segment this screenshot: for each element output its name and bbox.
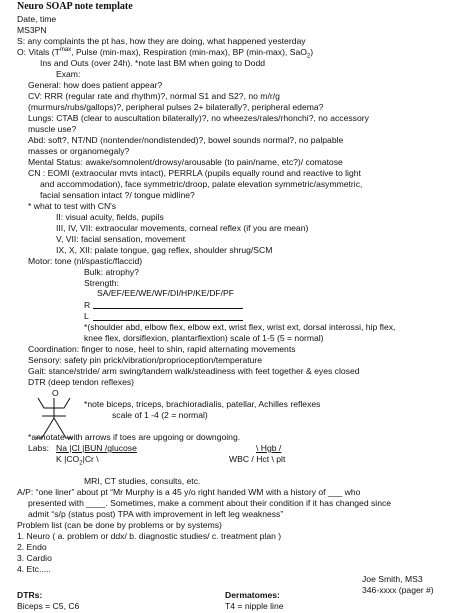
signature-name: Joe Smith, MS3 (362, 574, 423, 584)
strength-right-blank (93, 308, 243, 309)
subjective-line: S: any complaints the pt has, how they are doing, what happened yesterday (17, 36, 306, 46)
general-line: General: how does patient appear? (28, 80, 163, 90)
strength-note-1: *(shoulder abd, elbow flex, elbow ext, wrist flex, wrist ext, dorsal interossi, hip flex, (84, 322, 396, 332)
labs-cbc-row-1: \ Hgb / (256, 443, 282, 453)
sensory-line: Sensory: safety pin prick/vibration/proprioception/temperature (28, 355, 263, 365)
problem-list-heading: Problem list (can be done by problems or by systems) (17, 520, 222, 530)
date-time: Date, time (17, 14, 57, 24)
dermatomes-line: T4 = nipple line (225, 601, 284, 611)
mental-status-line: Mental Status: awake/somnolent/drowsy/arousable (to pain/name, etc?)/ comatose (28, 157, 343, 167)
problem-item: 2. Endo (17, 542, 47, 552)
ms3pn: MS3PN (17, 25, 47, 35)
problem-item: 1. Neuro ( a. problem or ddx/ b. diagnostic studies/ c. treatment plan ) (17, 531, 282, 541)
signature-pager: 346-xxxx (pager #) (362, 585, 434, 595)
strength-columns: SA/EF/EE/WE/WF/DI/HP/KE/DF/PF (97, 288, 235, 298)
dtrs-line: Biceps = C5, C6 (17, 601, 80, 611)
cn-line-3: facial sensation intact ?/ tongue midline? (40, 190, 195, 200)
ins-outs-line: Ins and Outs (over 24h). *note last BM when going to Dodd (40, 58, 265, 68)
vitals-line: O: Vitals ($T^{max}$, Pulse (min-max), Respiration (min-max), BP (min-max), SaO$_2$) (17, 47, 314, 60)
cn-item: II: visual acuity, fields, pupils (56, 212, 164, 222)
lungs-line-2: muscle use? (28, 124, 77, 134)
labs-chem-row-2: K $|CO_2|Cr$ \ (56, 454, 99, 467)
strength-left-blank (93, 320, 243, 321)
cn-test-heading: * what to test with CN's (28, 201, 117, 211)
strength-left-label: L (84, 311, 89, 321)
gait-line: Gait: stance/stride/ arm swing/tandem walk/steadiness with feet together & eyes closed (28, 366, 360, 376)
abd-line-1: Abd: soft?, NT/ND (nontender/nondistended)?, bowel sounds normal?, no palpable (28, 135, 344, 145)
exam-heading: Exam: (56, 69, 81, 79)
coordination-line: Coordination: finger to nose, heel to shin, rapid alternating movements (28, 344, 296, 354)
cv-line-1: CV: RRR (regular rate and rhythm)?, normal S1 and S2?, no m/r/g (28, 91, 280, 101)
labs-label: Labs: (28, 443, 50, 453)
cn-item: V, VII: facial sensation, movement (56, 234, 186, 244)
strength-right-label: R (84, 300, 91, 310)
dtr-note: *note biceps, triceps, brachioradialis, patellar, Achilles reflexes (84, 399, 321, 409)
problem-item: 3. Cardio (17, 553, 52, 563)
abd-line-2: masses or organomegaly? (28, 146, 130, 156)
cn-line-1: CN : EOMI (extraocular mvts intact), PERRLA (pupils equally round and reactive to light (28, 168, 361, 178)
dtrs-title: DTRs: (17, 590, 43, 600)
cn-line-2: and accommodation), face symmetric/droop, palate elevation symmetric/asymmetric, (40, 179, 363, 189)
dtr-line: DTR (deep tendon reflexes) (28, 377, 135, 387)
assessment-line-2: presented with ____. Sometimes, make a comment about their condition if it has changed since (28, 498, 392, 508)
labs-chem-row-1: Na |Cl |BUN /glucose (56, 443, 137, 453)
problem-item: 4. Etc..... (17, 564, 51, 574)
dtr-arrows-note: *annotate with arrows if toes are upgoing or downgoing. (28, 432, 241, 442)
document-title: Neuro SOAP note template (17, 1, 133, 12)
mri-line: MRI, CT studies, consults, etc. (84, 476, 201, 486)
cn-item: IX, X, XII: palate tongue, gag reflex, shoulder shrug/SCM (56, 245, 273, 255)
motor-line: Motor: tone (nl/spastic/flaccid) (28, 256, 143, 266)
strength-heading: Strength: (84, 278, 119, 288)
assessment-line-1: A/P: “one liner” about pt “Mr Murphy is a 45 y/o right handed WM with a history of ___ who (17, 487, 361, 497)
lungs-line-1: Lungs: CTAB (clear to auscultation bilaterally)?, no wheezes/rales/rhonchi?, no accessory (28, 113, 369, 123)
assessment-line-3: admit “s/p (status post) TPA with improvement in left leg weakness” (28, 509, 284, 519)
labs-cbc-row-2: WBC / Hct \ plt (229, 454, 286, 464)
bulk-line: Bulk: atrophy? (84, 267, 139, 277)
dtr-scale: scale of 1 -4 (2 = normal) (112, 410, 208, 420)
cn-item: III, IV, VII: extraocular movements, corneal reflex (if you are mean) (56, 223, 309, 233)
strength-note-2: knee flex, dorsiflexion, plantarflextion) scale of 1-5 (5 = normal) (84, 333, 324, 343)
dermatomes-title: Dermatomes: (225, 590, 280, 600)
cv-line-2: (murmurs/rubs/gallops)?, peripheral pulses 2+ bilaterally?, peripheral edema? (28, 102, 324, 112)
stick-figure-head: O (52, 388, 59, 398)
